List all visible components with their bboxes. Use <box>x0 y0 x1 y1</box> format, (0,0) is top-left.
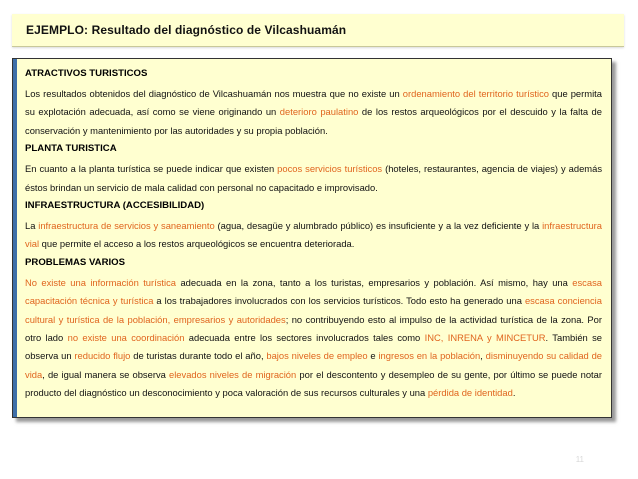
heading-infraestructura: INFRAESTRUCTURA (ACCESIBILIDAD) <box>25 200 205 212</box>
heading-problemas: PROBLEMAS VARIOS <box>25 256 126 268</box>
text: , <box>480 350 486 362</box>
text: , de igual manera se observa <box>42 368 169 380</box>
heading-atractivos: ATRACTIVOS TURISTICOS <box>25 68 148 79</box>
content-panel <box>12 58 612 418</box>
text: de los restos arqueológicos por el descuido y la falta de conservación y mantenimiento por las autoridades y su propia población. <box>25 106 602 136</box>
text: (agua, desagüe y alumbrado público) es insuficiente y a la vez deficiente y la <box>214 220 543 232</box>
highlight: no existe una coordinación <box>67 332 185 344</box>
highlight: disminuyendo su calidad de vida <box>25 350 603 380</box>
highlight: reducido flujo <box>74 350 131 362</box>
highlight: infraestructura vial <box>25 220 602 250</box>
text: . También se observa un <box>25 332 603 362</box>
highlight: ingresos en la población <box>378 350 481 362</box>
panel-accent-bar <box>13 59 17 417</box>
text: (hoteles, restaurantes, agencia de viajes) y además éstos brindan un servicio de mala calidad con personal no capacitado e improvisado. <box>25 163 603 193</box>
highlight: escasa conciencia cultural y turística de la población, empresarios y autoridades <box>25 295 602 325</box>
highlight: deterioro paulatino <box>279 106 359 118</box>
text: a los trabajadores involucrados con los servicios turísticos. Todo esto ha generado una <box>153 295 525 307</box>
highlight: escasa capacitación técnica y turística <box>25 276 602 307</box>
text: La <box>25 220 39 232</box>
text: ; no contribuyendo esto al impulso de la actividad turística de la zona. Por otro lado <box>25 313 603 344</box>
text: de turistas durante todo el año, <box>130 350 267 362</box>
highlight: pocos servicios turísticos <box>277 163 383 175</box>
heading-planta: PLANTA TURISTICA <box>25 143 117 155</box>
highlight: ordenamiento del territorio turístico <box>402 88 549 99</box>
highlight: infraestructura de servicios y saneamiento <box>38 220 215 232</box>
paragraph-infraestructura <box>25 217 602 254</box>
text: e <box>367 350 379 362</box>
paragraph-planta <box>25 160 602 197</box>
text: adecuada en la zona, tanto a los turistas, empresarios y población. Así mismo, hay una <box>176 276 573 288</box>
highlight: pérdida de identidad <box>427 387 513 399</box>
highlight: INC, INRENA y MINCETUR <box>424 332 546 344</box>
text: adecuada entre los sectores involucrados tales como <box>184 332 425 344</box>
slide-title: EJEMPLO: Resultado del diagnóstico de Vilcashuamán <box>26 23 347 37</box>
highlight: No existe una información turística <box>25 276 177 288</box>
highlight: bajos niveles de empleo <box>266 350 368 362</box>
text: En cuanto a la planta turística se puede indicar que existen <box>25 163 278 175</box>
text: . <box>512 387 516 399</box>
text: por el descontento y desempleo de su gente, por último se puede notar producto del diagnóstico un desconocimiento y poca valoración de sus recursos culturales y una <box>25 368 602 399</box>
text: que permita su explotación adecuada, así como se viene originando un <box>25 88 602 118</box>
paragraph-problemas <box>25 274 602 403</box>
text: que permite el acceso a los restos arqueológicos se encuentra deteriorada. <box>39 238 355 250</box>
page-number: 11 <box>575 455 584 464</box>
text: Los resultados obtenidos del diagnóstico de Vilcashuamán nos muestra que no existe un <box>25 88 403 99</box>
highlight: elevados niveles de migración <box>169 368 297 380</box>
paragraph-atractivos <box>25 85 602 140</box>
title-bar <box>12 14 624 47</box>
